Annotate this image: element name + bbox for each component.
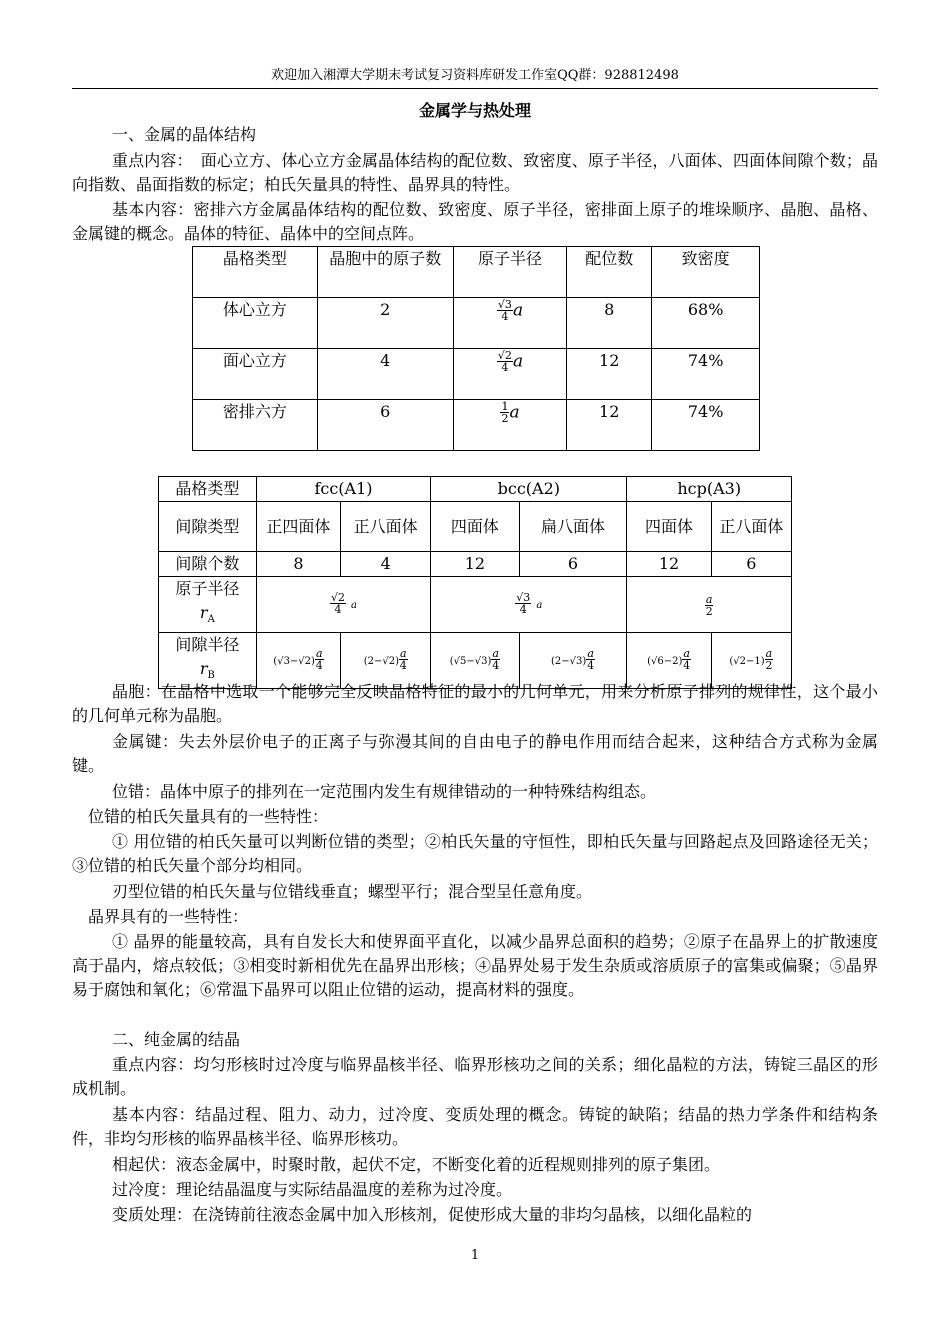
paragraph-undercooling: 过冷度：理论结晶温度与实际结晶温度的差称为过冷度。 [112,1180,513,1199]
table-header-cell: hcp(A3) [627,477,792,502]
paragraph-grain-boundary-title: 晶界具有的一些特性： [88,907,249,926]
table-row [193,400,760,451]
table-cell: 扁八面体 [519,502,627,552]
table-cell: 12 [567,349,652,400]
paragraph-modification: 变质处理：在浇铸前往液态金属中加入形核剂，促使形成大量的非均匀晶核，以细化晶粒的 [112,1205,753,1224]
table-cell: 正八面体 [711,502,791,552]
table-cell: 6 [519,552,627,577]
table-cell: 正八面体 [341,502,431,552]
paragraph-basic-content-1: 基本内容：密排六方金属晶体结构的配位数、致密度、原子半径，密排面上原子的堆垛顺序、晶胞、晶格、金属键的概念。晶体的特征、晶体中的空间点阵。 [72,200,878,243]
gap-radius-formula: (2−√2) $\frac{a}{4}$ [341,633,431,689]
atomic-radius-formula: $\frac{√3}{4}$ a [453,298,566,349]
table-row [159,477,792,502]
table-cell: 6 [711,552,791,577]
table-cell: 四面体 [627,502,711,552]
table-row [193,298,760,349]
table-row [193,349,760,400]
table-row [159,502,792,552]
table-header-cell: 晶格类型 [193,247,318,298]
table-cell: 面心立方 [193,349,318,400]
gap-radius-formula: (√5−√3) $\frac{a}{4}$ [431,633,519,689]
atomic-radius-formula: $\frac{√2}{4}$ a [453,349,566,400]
table-cell: 8 [256,552,340,577]
atomic-radius-formula: $\frac{1}{2}$ a [453,400,566,451]
paragraph-dislocation-types: 刃型位错的柏氏矢量与位错线垂直；螺型平行；混合型呈任意角度。 [112,882,593,901]
table-cell: 间隙个数 [159,552,257,577]
table-header-cell: 晶格类型 [159,477,257,502]
table-header-cell: bcc(A2) [431,477,627,502]
table-cell: 74% [652,349,760,400]
table-cell: 体心立方 [193,298,318,349]
paragraph-burgers-title: 位错的柏氏矢量具有的一些特性： [88,807,329,826]
paragraph-burgers-properties: ① 用位错的柏氏矢量可以判断位错的类型；②柏氏矢量的守恒性，即柏氏矢量与回路起点及回路途径无关；③位错的柏氏矢量个部分均相同。 [72,832,878,875]
table-header-row [193,247,760,298]
paragraph-grain-boundary-properties: ① 晶界的能量较高，具有自发长大和使界面平直化，以减少晶界总面积的趋势；②原子在晶界上的扩散速度高于晶内，熔点较低；③相变时新相优先在晶界出形核；④晶界处易于发生杂质或溶质原子的富集或偏聚；⑤晶界易于腐蚀和氧化；⑥常温下晶界可以阻止位错的运动，提高材料的强度。 [72,932,878,999]
table-header-cell: fcc(A1) [256,477,431,502]
paragraph-dislocation: 位错：晶体中原子的排列在一定范围内发生有规律错动的一种特殊结构组态。 [112,782,657,801]
page-number: 1 [470,1248,480,1263]
table-header-cell: 配位数 [567,247,652,298]
table-cell: 12 [567,400,652,451]
table-header-cell: 致密度 [652,247,760,298]
paragraph-key-content-1: 重点内容： 面心立方、体心立方金属晶体结构的配位数、致密度、原子半径，八面体、四面体间隙个数；晶向指数、晶面指数的标定；柏氏矢量具的特性、晶界具的特性。 [72,151,878,194]
table-cell: 8 [567,298,652,349]
table-cell: 原子半径 $r_A$ [159,577,257,633]
section-heading-1: 一、金属的晶体结构 [112,125,257,144]
paragraph-key-content-2: 重点内容：均匀形核时过冷度与临界晶核半径、临界形核功之间的关系；细化晶粒的方法，铸锭三晶区的形成机制。 [72,1055,878,1098]
table-cell: 间隙类型 [159,502,257,552]
paragraph-basic-content-2: 基本内容：结晶过程、阻力、动力，过冷度、变质处理的概念。铸锭的缺陷；结晶的热力学条件和结构条件，非均匀形核的临界晶核半径、临界形核功。 [72,1105,878,1148]
table-row [159,577,792,633]
atomic-radius-formula: $\frac{a}{2}$ [627,577,792,633]
paragraph-metallic-bond: 金属键：失去外层价电子的正离子与弥漫其间的自由电子的静电作用而结合起来，这种结合方式称为金属键。 [72,732,878,775]
header-rule [72,88,878,89]
paragraph-phase-fluctuation: 相起伏：液态金属中，时聚时散，起伏不定，不断变化着的近程规则排列的原子集团。 [112,1155,721,1174]
interstitial-gap-table [158,476,792,689]
table-cell: 68% [652,298,760,349]
atomic-radius-formula: $\frac{√3}{4}$ a [431,577,627,633]
table-row [159,552,792,577]
table-cell: 密排六方 [193,400,318,451]
table-header-cell: 原子半径 [453,247,566,298]
table-cell: 74% [652,400,760,451]
table-cell: 4 [341,552,431,577]
table-cell: 四面体 [431,502,519,552]
table-cell: 正四面体 [256,502,340,552]
crystal-structure-table [192,246,760,451]
page-header: 欢迎加入湘潭大学期末考试复习资料库研发工作室QQ群：928812498 [271,68,679,83]
gap-radius-formula: (√2−1) $\frac{a}{2}$ [711,633,791,689]
gap-radius-formula: (√3−√2) $\frac{a}{4}$ [256,633,340,689]
atomic-radius-formula: $\frac{√2}{4}$ a [256,577,431,633]
section-heading-2: 二、纯金属的结晶 [112,1030,241,1049]
table-cell: 2 [317,298,453,349]
table-cell: 6 [317,400,453,451]
document-title: 金属学与热处理 [418,101,531,120]
gap-radius-formula: (√6−2) $\frac{a}{4}$ [627,633,711,689]
table-cell: 12 [431,552,519,577]
table-cell: 4 [317,349,453,400]
gap-radius-formula: (2−√3) $\frac{a}{4}$ [519,633,627,689]
paragraph-unit-cell: 晶胞：在晶格中选取一个能够完全反映晶格特征的最小的几何单元，用来分析原子排列的规律性，这个最小的几何单元称为晶胞。 [72,682,878,725]
table-header-cell: 晶胞中的原子数 [317,247,453,298]
table-cell: 12 [627,552,711,577]
table-cell: 间隙半径 $r_B$ [159,633,257,689]
